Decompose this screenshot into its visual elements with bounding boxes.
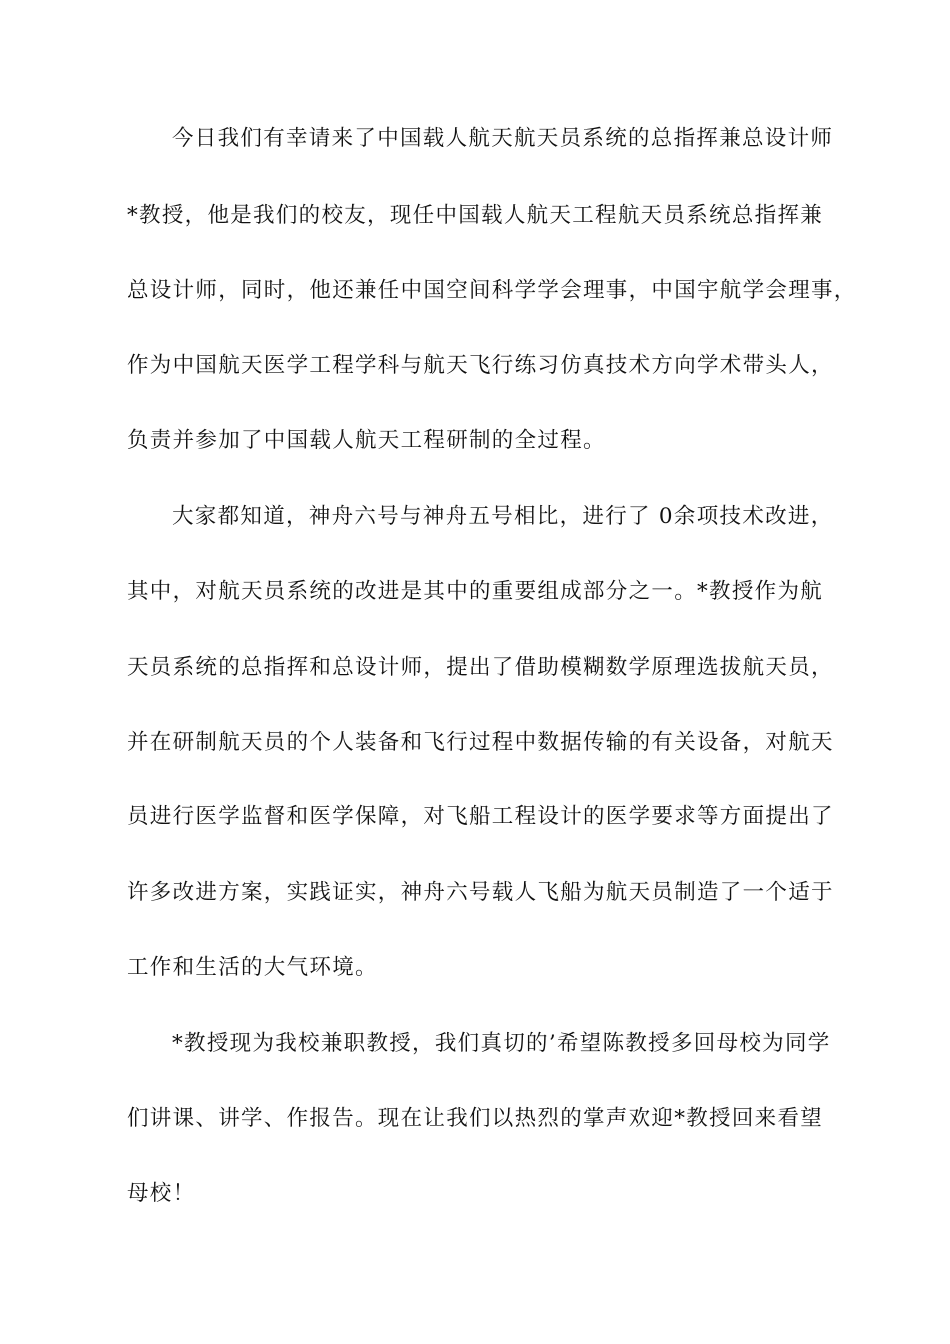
paragraph-2-line-4: 并在研制航天员的个人装备和飞行过程中数据传输的有关设备，对航天 bbox=[127, 730, 834, 755]
paragraph-2-line-3: 天员系统的总指挥和总设计师，提出了借助模糊数学原理选拔航天员， bbox=[127, 655, 834, 680]
paragraph-1-line-1: 今日我们有幸请来了中国载人航天航天员系统的总指挥兼总设计师 bbox=[172, 126, 834, 151]
paragraph-2-line-1: 大家都知道，神舟六号与神舟五号相比，进行了 0余项技术改进， bbox=[172, 504, 834, 529]
paragraph-2-line-6: 许多改进方案，实践证实，神舟六号载人飞船为航天员制造了一个适于 bbox=[127, 880, 834, 905]
paragraph-3-line-1: *教授现为我校兼职教授，我们真切的’希望陈教授多回母校为同学 bbox=[172, 1031, 831, 1056]
paragraph-2-line-5: 员进行医学监督和医学保障，对飞船工程设计的医学要求等方面提出了 bbox=[127, 804, 834, 829]
paragraph-1-line-3: 总设计师，同时，他还兼任中国空间科学学会理事，中国宇航学会理事， bbox=[127, 278, 857, 303]
paragraph-2-line-2: 其中，对航天员系统的改进是其中的重要组成部分之一。*教授作为航 bbox=[127, 579, 824, 604]
paragraph-1-line-2: *教授，他是我们的校友，现任中国载人航天工程航天员系统总指挥兼 bbox=[127, 203, 824, 228]
paragraph-1-line-4: 作为中国航天医学工程学科与航天飞行练习仿真技术方向学术带头人， bbox=[127, 353, 834, 378]
paragraph-1-line-5: 负责并参加了中国载人航天工程研制的全过程。 bbox=[127, 428, 606, 453]
paragraph-3-line-3: 母校！ bbox=[127, 1181, 196, 1206]
paragraph-2-line-7: 工作和生活的大气环境。 bbox=[127, 955, 378, 980]
paragraph-3-line-2: 们讲课、讲学、作报告。现在让我们以热烈的掌声欢迎*教授回来看望 bbox=[127, 1106, 824, 1131]
